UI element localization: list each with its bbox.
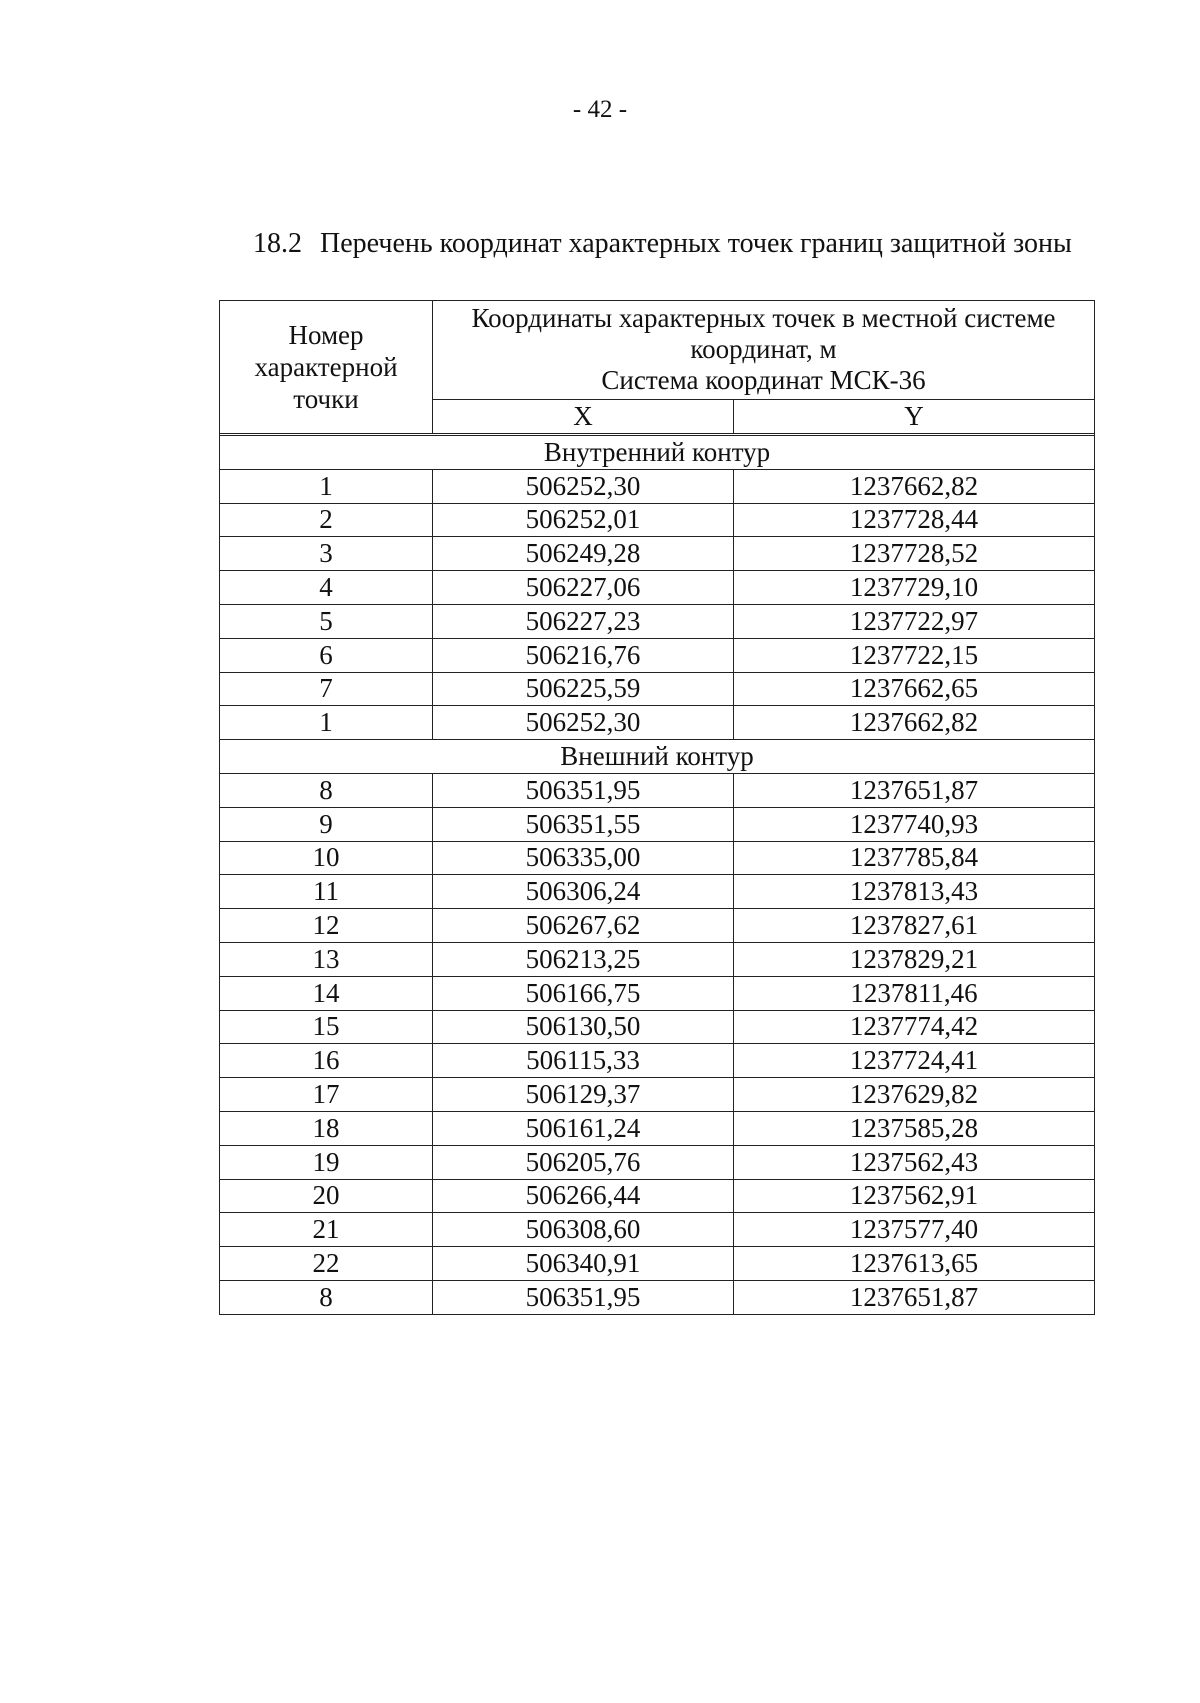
table-row xyxy=(220,1280,1095,1314)
point-number-cell: 12 xyxy=(220,909,433,943)
y-coordinate-cell: 1237629,82 xyxy=(734,1078,1095,1112)
x-coordinate-cell: 506130,50 xyxy=(433,1010,734,1044)
point-number-cell: 11 xyxy=(220,875,433,909)
x-coordinate-cell: 506308,60 xyxy=(433,1213,734,1247)
y-coordinate-cell: 1237827,61 xyxy=(734,909,1095,943)
point-number-cell: 15 xyxy=(220,1010,433,1044)
table-row xyxy=(220,1213,1095,1247)
section-row xyxy=(220,740,1095,774)
y-coordinate-cell: 1237724,41 xyxy=(734,1044,1095,1078)
header-y: Y xyxy=(734,399,1095,433)
y-coordinate-cell: 1237662,82 xyxy=(734,469,1095,503)
y-coordinate-cell: 1237785,84 xyxy=(734,841,1095,875)
table-row xyxy=(220,638,1095,672)
x-coordinate-cell: 506216,76 xyxy=(433,638,734,672)
y-coordinate-cell: 1237774,42 xyxy=(734,1010,1095,1044)
point-number-cell: 14 xyxy=(220,976,433,1010)
point-number-cell: 13 xyxy=(220,942,433,976)
point-number-cell: 7 xyxy=(220,672,433,706)
section-name: Внутренний контур xyxy=(220,436,1095,470)
x-coordinate-cell: 506225,59 xyxy=(433,672,734,706)
y-coordinate-cell: 1237813,43 xyxy=(734,875,1095,909)
section-name: Внешний контур xyxy=(220,740,1095,774)
y-coordinate-cell: 1237585,28 xyxy=(734,1111,1095,1145)
point-number-cell: 17 xyxy=(220,1078,433,1112)
point-number-cell: 1 xyxy=(220,706,433,740)
section-row xyxy=(220,436,1095,470)
header-coordinates-caption: Координаты характерных точек в местной системе координат, м xyxy=(471,303,1056,365)
table-row xyxy=(220,1078,1095,1112)
point-number-cell: 10 xyxy=(220,841,433,875)
table-row xyxy=(220,909,1095,943)
point-number-cell: 8 xyxy=(220,1280,433,1314)
table-row xyxy=(220,1145,1095,1179)
header-coordinate-system: Система координат МСК-36 xyxy=(601,365,926,396)
table-row xyxy=(220,604,1095,638)
table-row xyxy=(220,875,1095,909)
point-number-cell: 1 xyxy=(220,469,433,503)
table-row xyxy=(220,807,1095,841)
point-number-cell: 5 xyxy=(220,604,433,638)
point-number-cell: 19 xyxy=(220,1145,433,1179)
x-coordinate-cell: 506115,33 xyxy=(433,1044,734,1078)
y-coordinate-cell: 1237811,46 xyxy=(734,976,1095,1010)
x-coordinate-cell: 506227,06 xyxy=(433,571,734,605)
x-coordinate-cell: 506129,37 xyxy=(433,1078,734,1112)
x-coordinate-cell: 506213,25 xyxy=(433,942,734,976)
table-row xyxy=(220,841,1095,875)
coordinates-table xyxy=(219,300,1095,1315)
point-number-cell: 21 xyxy=(220,1213,433,1247)
table-row xyxy=(220,537,1095,571)
y-coordinate-cell: 1237722,15 xyxy=(734,638,1095,672)
point-number-cell: 6 xyxy=(220,638,433,672)
y-coordinate-cell: 1237562,91 xyxy=(734,1179,1095,1213)
y-coordinate-cell: 1237562,43 xyxy=(734,1145,1095,1179)
point-number-cell: 20 xyxy=(220,1179,433,1213)
table-body xyxy=(220,436,1095,1315)
page-number: - 42 - xyxy=(572,96,628,123)
table-row xyxy=(220,1247,1095,1281)
table-row xyxy=(220,706,1095,740)
point-number-cell: 18 xyxy=(220,1111,433,1145)
table-row xyxy=(220,672,1095,706)
y-coordinate-cell: 1237662,65 xyxy=(734,672,1095,706)
x-coordinate-cell: 506252,01 xyxy=(433,503,734,537)
y-coordinate-cell: 1237651,87 xyxy=(734,773,1095,807)
table-row xyxy=(220,1010,1095,1044)
x-coordinate-cell: 506227,23 xyxy=(433,604,734,638)
point-number-cell: 16 xyxy=(220,1044,433,1078)
table-row xyxy=(220,773,1095,807)
x-coordinate-cell: 506306,24 xyxy=(433,875,734,909)
y-coordinate-cell: 1237728,52 xyxy=(734,537,1095,571)
x-coordinate-cell: 506252,30 xyxy=(433,706,734,740)
table-row xyxy=(220,571,1095,605)
table-row xyxy=(220,942,1095,976)
section-number: 18.2 xyxy=(253,228,302,259)
table-row xyxy=(220,469,1095,503)
x-coordinate-cell: 506351,55 xyxy=(433,807,734,841)
x-coordinate-cell: 506161,24 xyxy=(433,1111,734,1145)
point-number-cell: 22 xyxy=(220,1247,433,1281)
y-coordinate-cell: 1237729,10 xyxy=(734,571,1095,605)
point-number-cell: 2 xyxy=(220,503,433,537)
x-coordinate-cell: 506267,62 xyxy=(433,909,734,943)
table-row xyxy=(220,1111,1095,1145)
table-row xyxy=(220,1044,1095,1078)
point-number-cell: 4 xyxy=(220,571,433,605)
header-coordinates xyxy=(433,301,1095,400)
y-coordinate-cell: 1237662,82 xyxy=(734,706,1095,740)
header-point-number: Номер характерной точки xyxy=(220,301,433,434)
y-coordinate-cell: 1237740,93 xyxy=(734,807,1095,841)
point-number-cell: 3 xyxy=(220,537,433,571)
table-row xyxy=(220,1179,1095,1213)
table-row xyxy=(220,503,1095,537)
x-coordinate-cell: 506335,00 xyxy=(433,841,734,875)
x-coordinate-cell: 506249,28 xyxy=(433,537,734,571)
x-coordinate-cell: 506351,95 xyxy=(433,1280,734,1314)
x-coordinate-cell: 506351,95 xyxy=(433,773,734,807)
x-coordinate-cell: 506166,75 xyxy=(433,976,734,1010)
y-coordinate-cell: 1237613,65 xyxy=(734,1247,1095,1281)
point-number-cell: 9 xyxy=(220,807,433,841)
x-coordinate-cell: 506205,76 xyxy=(433,1145,734,1179)
table-header xyxy=(220,301,1095,436)
y-coordinate-cell: 1237577,40 xyxy=(734,1213,1095,1247)
header-x: X xyxy=(433,399,734,433)
x-coordinate-cell: 506252,30 xyxy=(433,469,734,503)
y-coordinate-cell: 1237829,21 xyxy=(734,942,1095,976)
point-number-cell: 8 xyxy=(220,773,433,807)
x-coordinate-cell: 506266,44 xyxy=(433,1179,734,1213)
y-coordinate-cell: 1237728,44 xyxy=(734,503,1095,537)
x-coordinate-cell: 506340,91 xyxy=(433,1247,734,1281)
section-title-text: Перечень координат характерных точек границ защитной зоны xyxy=(320,228,1072,259)
section-title xyxy=(253,228,1072,260)
y-coordinate-cell: 1237722,97 xyxy=(734,604,1095,638)
table-row xyxy=(220,976,1095,1010)
y-coordinate-cell: 1237651,87 xyxy=(734,1280,1095,1314)
